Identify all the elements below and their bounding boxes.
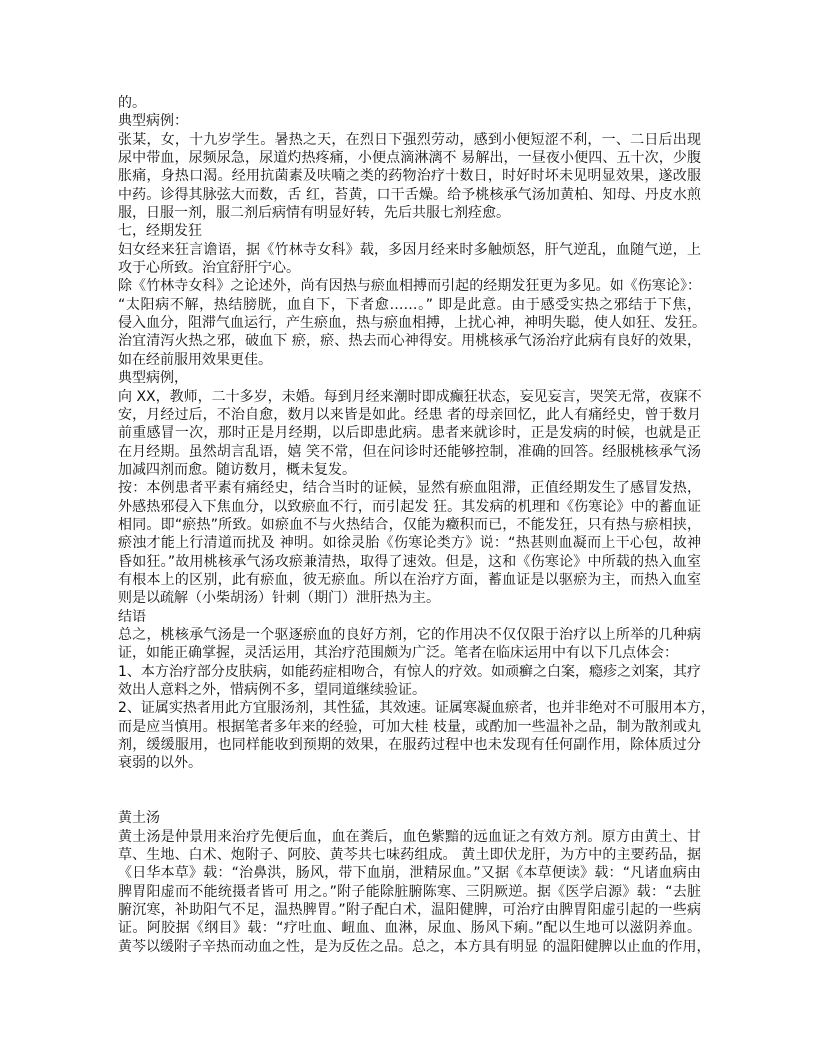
- text-line: 的。: [118, 95, 146, 111]
- text-line: 腑沉寒，补助阳气不足，温热脾胃。”附子配白术，温阳健脾，可治疗由脾胃阳虚引起的一些病: [118, 902, 701, 919]
- text-line: 如在经前服用效果更佳。: [118, 351, 272, 368]
- text-line: 昏如狂。”故用桃核承气汤攻瘀兼清热，取得了速效。但是，这和《伤寒论》中所载的热入血室: [118, 553, 701, 570]
- text-line: 加减四剂而愈。随访数月，概未复发。: [118, 461, 356, 478]
- text-line: 剂，缓缓服用，也同样能收到预期的效果，在服药过程中也未发现有任何副作用，除体质过分: [118, 737, 701, 754]
- paragraph: [118, 241, 701, 278]
- text-line: 而是应当慎用。根据笔者多年来的经验，可加大桂 枝量，或酌加一些温补之品，制为散剂或丸: [118, 718, 701, 735]
- text-line: 治宜清泻火热之邪，破血下 瘀，瘀、热去而心神得安。用桃核承气汤治疗此病有良好的效果，: [118, 333, 701, 350]
- section-heading: [118, 112, 701, 130]
- paragraph: [118, 663, 701, 700]
- text-line: 胀痛，身热口渴。经用抗菌素及呋喃之类的药物治疗十数日，时好时坏未见明显效果，遂改服: [118, 168, 701, 185]
- text-line: 服，日服一剂，服二剂后病情有明显好转，先后共服七剂痊愈。: [118, 205, 510, 222]
- text-line: 外感热邪侵入下焦血分，以致瘀血不行，而引起发 狂。其发病的机理和《伤寒论》中的蓄血证: [118, 498, 701, 515]
- text-line: 攻于心所致。治宜舒肝宁心。: [118, 260, 300, 277]
- text-line: 草、生地、白术、炮附子、阿胶、黄芩共七味药组成。 黄土即伏龙肝，为方中的主要药品，据: [118, 847, 701, 864]
- paragraph: [118, 828, 711, 956]
- text-line: 向 XX，教师，二十多岁，未婚。每到月经来潮时即成癫狂状态，妄见妄言，哭笑无常，夜寐不: [118, 388, 702, 405]
- paragraph: [118, 479, 701, 607]
- text-line: 1、本方治疗部分皮肤病，如能药症相吻合，有惊人的疗效。如顽癣之白案，瘾疹之刘案，其疗: [118, 663, 701, 680]
- blank-line: [118, 773, 701, 791]
- text-line: 有根本上的区别，此有瘀血，彼无瘀血。所以在治疗方面，蓄血证是以驱瘀为主，而热入血室: [118, 571, 701, 588]
- paragraph: [118, 626, 701, 663]
- paragraph: [118, 388, 701, 480]
- text-line: 典型病例，: [118, 370, 188, 387]
- text-line: 证，如能正确掌握，灵活运用，其治疗范围颇为广泛。笔者在临床运用中有以下几点体会：: [118, 645, 678, 662]
- text-line: 在月经期。虽然胡言乱语，嬉 笑不常，但在问诊时还能够控制，准确的回答。经服桃核承气汤: [118, 443, 701, 460]
- blank-line: [118, 791, 701, 809]
- section-heading: [118, 608, 701, 626]
- text-line: 则是以疏解（小柴胡汤）针刺（期门）泄肝热为主。: [118, 590, 440, 607]
- text-line: 黄芩以缓附子辛热而动血之性，是为反佐之品。总之，本方具有明显 的温阳健脾以止血的作用，: [118, 938, 711, 955]
- text-line: “太阳病不解，热结膀胱，血自下，下者愈……。” 即是此意。由于感受实热之邪结于下焦，: [118, 296, 701, 313]
- text-line: 前重感冒一次，那时正是月经期，以后即患此病。患者来就诊时，正是发病的时候，也就是正: [118, 425, 701, 442]
- paragraph: [118, 94, 701, 112]
- text-line: 按：本例患者平素有痛经史，结合当时的证候，显然有瘀血阻滞，正值经期发生了感冒发热，: [118, 480, 701, 497]
- text-line: 张某，女，十九岁学生。暑热之天，在烈日下强烈劳动，感到小便短涩不利，一、二日后出现: [118, 131, 701, 148]
- section-heading: [118, 222, 701, 240]
- text-line: 尿中带血，尿频尿急，尿道灼热疼痛，小便点滴淋漓不 易解出，一昼夜小便四、五十次，少腹: [118, 150, 701, 167]
- text-line: 脾胃阳虚而不能统摄者皆可 用之。”附子能除脏腑陈寒、三阴厥逆。据《医学启源》载：“去脏: [118, 883, 701, 900]
- text-line: 中药。诊得其脉弦大而数，舌 红，苔黄，口干舌燥。给予桃核承气汤加黄柏、知母、丹皮水煎: [118, 186, 701, 203]
- section-heading: [118, 809, 701, 827]
- paragraph: [118, 699, 715, 772]
- paragraph: [118, 277, 706, 369]
- text-line: 除《竹林寺女科》之论述外，尚有因热与瘀血相搏而引起的经期发狂更为多见。如《伤寒论》：: [118, 278, 701, 295]
- text-line: 安，月经过后，不治自愈，数月以来皆是如此。经患 者的母亲回忆，此人有痛经史，曾于数月: [118, 406, 701, 423]
- text-line: 效出人意料之外，惜病例不多，望同道继续验证。: [118, 682, 426, 698]
- document-body: [118, 94, 715, 956]
- text-line: 瘀浊才能上行清道而扰及 神明。如徐灵胎《伤寒论类方》说：“热甚则血凝而上干心包，故神: [118, 535, 701, 552]
- text-line: 黄土汤是仲景用来治疗先便后血，血在粪后，血色紫黯的远血证之有效方剂。原方由黄土、甘: [118, 828, 701, 845]
- text-line: 结语: [118, 608, 146, 625]
- text-line: 黄土汤: [118, 810, 160, 827]
- text-line: 七，经期发狂: [118, 223, 202, 240]
- text-line: 侵入血分，阻滞气血运行，产生瘀血，热与瘀血相搏，上扰心神，神明失聪，使人如狂、发狂。: [118, 315, 706, 332]
- text-line: 《日华本草》载：“治鼻洪，肠风，带下血崩，泄精尿血。”又据《本草便读》载：“凡诸血病由: [118, 865, 701, 882]
- section-heading: [118, 369, 701, 387]
- text-line: 典型病例：: [118, 113, 188, 130]
- text-line: 相同。即“瘀热”所致。如瘀血不与火热结合，仅能为癥积而已，不能发狂，只有热与瘀相挟，: [118, 516, 701, 533]
- paragraph: [118, 131, 701, 223]
- text-line: 证。阿胶据《纲目》载：“疗吐血、衄血、血淋，尿血、肠风下痢。”配以生地可以滋阴养血。: [118, 920, 701, 937]
- text-line: 2、证属实热者用此方宜服汤剂，其性猛，其效速。证属寒凝血瘀者，也并非绝对不可服用本方，: [118, 700, 715, 717]
- text-line: 妇女经来狂言谵语，据《竹林寺女科》载，多因月经来时多触烦怒，肝气逆乱，血随气逆，上: [118, 241, 701, 258]
- text-line: 衰弱的以外。: [118, 755, 202, 772]
- text-line: 总之，桃核承气汤是一个驱逐瘀血的良好方剂，它的作用决不仅仅限于治疗以上所举的几种病: [118, 626, 701, 643]
